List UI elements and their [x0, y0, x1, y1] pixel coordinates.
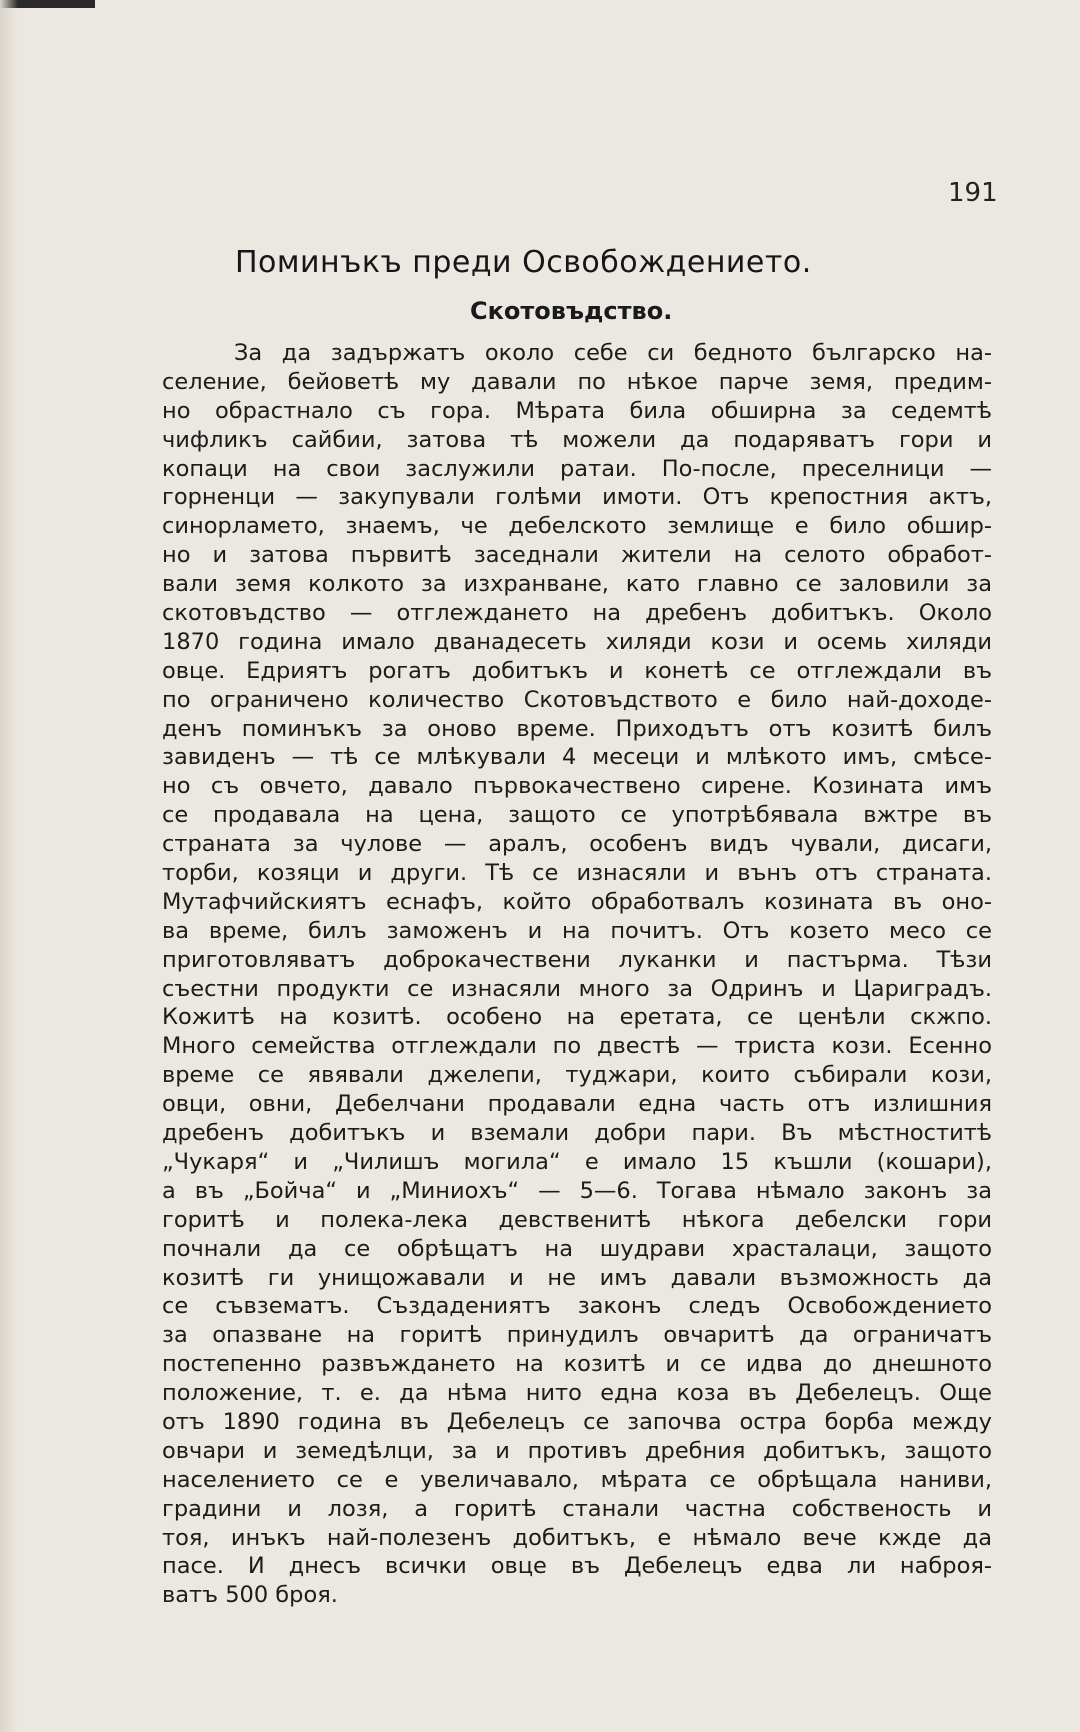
- text-line: овци, овни, Дебелчани продавали една часть отъ излишния: [162, 1091, 992, 1118]
- text-line: постепенно развъждането на козитѣ и се идва до днешното: [162, 1351, 992, 1378]
- text-line: 1870 година имало дванадесеть хиляди кози и осемь хиляди: [162, 628, 992, 655]
- text-line: овчари и земедѣлци, за и противъ дребния добитъкъ, защото: [162, 1437, 992, 1464]
- text-line: Кожитѣ на козитѣ. особено на еретата, се ценѣли скжпо.: [162, 1004, 992, 1031]
- text-line: торби, козяци и други. Тѣ се изнасяли и вънъ отъ страната.: [162, 860, 992, 887]
- text-line: чифликъ сайбии, затова тѣ можели да подаряватъ гори и: [162, 426, 992, 453]
- page-number: 191: [948, 178, 998, 208]
- text-line: „Чукаря“ и „Чилишъ могила“ е имало 15 къшли (кошари),: [162, 1148, 992, 1175]
- text-line: дребенъ добитъкъ и вземали добри пари. Въ мѣстноститѣ: [162, 1120, 992, 1147]
- text-line: по ограничено количество Скотовъдството е било най-доходе-: [162, 686, 992, 713]
- text-line: тоя, инъкъ най-полезенъ добитъкъ, е нѣмало вече кжде да: [162, 1524, 992, 1551]
- text-line: вали земя колкото за изхранване, като главно се заловили за: [162, 571, 992, 598]
- text-line: За да задържатъ около себе си бедното българско на-: [234, 340, 992, 366]
- text-line: съестни продукти се изнасяли много за Одринъ и Цариградъ.: [162, 975, 992, 1002]
- text-line: копаци на свои заслужили ратаи. По-после, преселници —: [162, 455, 992, 482]
- text-line: Много семейства отглеждали по двестѣ — триста кози. Есенно: [162, 1033, 992, 1060]
- body-paragraph: [162, 339, 992, 1610]
- text-line: но обрастнало съ гора. Мѣрата била обширна за седемтѣ: [162, 397, 992, 424]
- text-line: страната за чулове — аралъ, особенъ видъ чували, дисаги,: [162, 831, 992, 858]
- text-line: положение, т. е. да нѣма нито една коза въ Дебелецъ. Още: [162, 1380, 992, 1407]
- text-line: за опазване на горитѣ принудилъ овчаритѣ да ограничатъ: [162, 1322, 992, 1349]
- text-line: селение, бейоветѣ му давали по нѣкое парче земя, предим-: [162, 368, 992, 395]
- section-title: Скотовъдство.: [470, 297, 673, 325]
- text-line: ва време, билъ заможенъ и на почитъ. Отъ козето месо се: [162, 917, 992, 944]
- text-line: денъ поминъкъ за оново време. Приходътъ отъ козитѣ билъ: [162, 715, 992, 742]
- text-line: време се явявали джелепи, туджари, които събирали кози,: [162, 1062, 992, 1089]
- text-line: но съ овчето, давало първокачествено сирене. Козината имъ: [162, 773, 992, 800]
- text-line: завиденъ — тѣ се млѣкували 4 месеци и млѣкото имъ, смѣсе-: [162, 744, 992, 771]
- text-line: скотовъдство — отглеждането на дребенъ добитъкъ. Около: [162, 600, 992, 627]
- chapter-title: Поминъкъ преди Освобождението.: [235, 245, 812, 280]
- text-line: се съвзематъ. Създадениятъ законъ следъ Освобождението: [162, 1293, 992, 1320]
- text-line: пасе. И днесъ всички овце въ Дебелецъ едва ли наброя-: [162, 1553, 992, 1580]
- text-line: козитѣ ги унищожавали и не имъ давали възможность да: [162, 1264, 992, 1291]
- text-line: ватъ 500 броя.: [162, 1582, 338, 1609]
- text-line: Мутафчийскиятъ еснафъ, който обработвалъ козината въ оно-: [162, 888, 992, 915]
- text-line: приготовляватъ доброкачествени луканки и пастърма. Тѣзи: [162, 946, 992, 973]
- text-line: градини и лозя, а горитѣ станали частна собственость и: [162, 1495, 992, 1522]
- text-line: но и затова първитѣ заседнали жители на селото обработ-: [162, 542, 992, 569]
- text-line: горненци — закупували голѣми имоти. Отъ крепостния актъ,: [162, 484, 992, 511]
- text-line: а въ „Бойча“ и „Миниохъ“ — 5—6. Тогава нѣмало законъ за: [162, 1177, 992, 1204]
- text-line: почнали да се обрѣщатъ на шудрави храсталаци, защото: [162, 1235, 992, 1262]
- text-line: се продавала на цена, защото се употрѣбявала вжтре въ: [162, 802, 992, 829]
- text-line: отъ 1890 година въ Дебелецъ се започва остра борба между: [162, 1408, 992, 1435]
- text-line: населението се е увеличавало, мѣрата се обрѣщала наниви,: [162, 1466, 992, 1493]
- text-line: синорламето, знаемъ, че дебелското землище е било обшир-: [162, 513, 992, 540]
- page-gutter-shade: [0, 0, 18, 1732]
- text-line: горитѣ и полека-лека девственитѣ нѣкога дебелски гори: [162, 1206, 992, 1233]
- text-line: овце. Едриятъ рогатъ добитъкъ и конетѣ се отглеждали въ: [162, 657, 992, 684]
